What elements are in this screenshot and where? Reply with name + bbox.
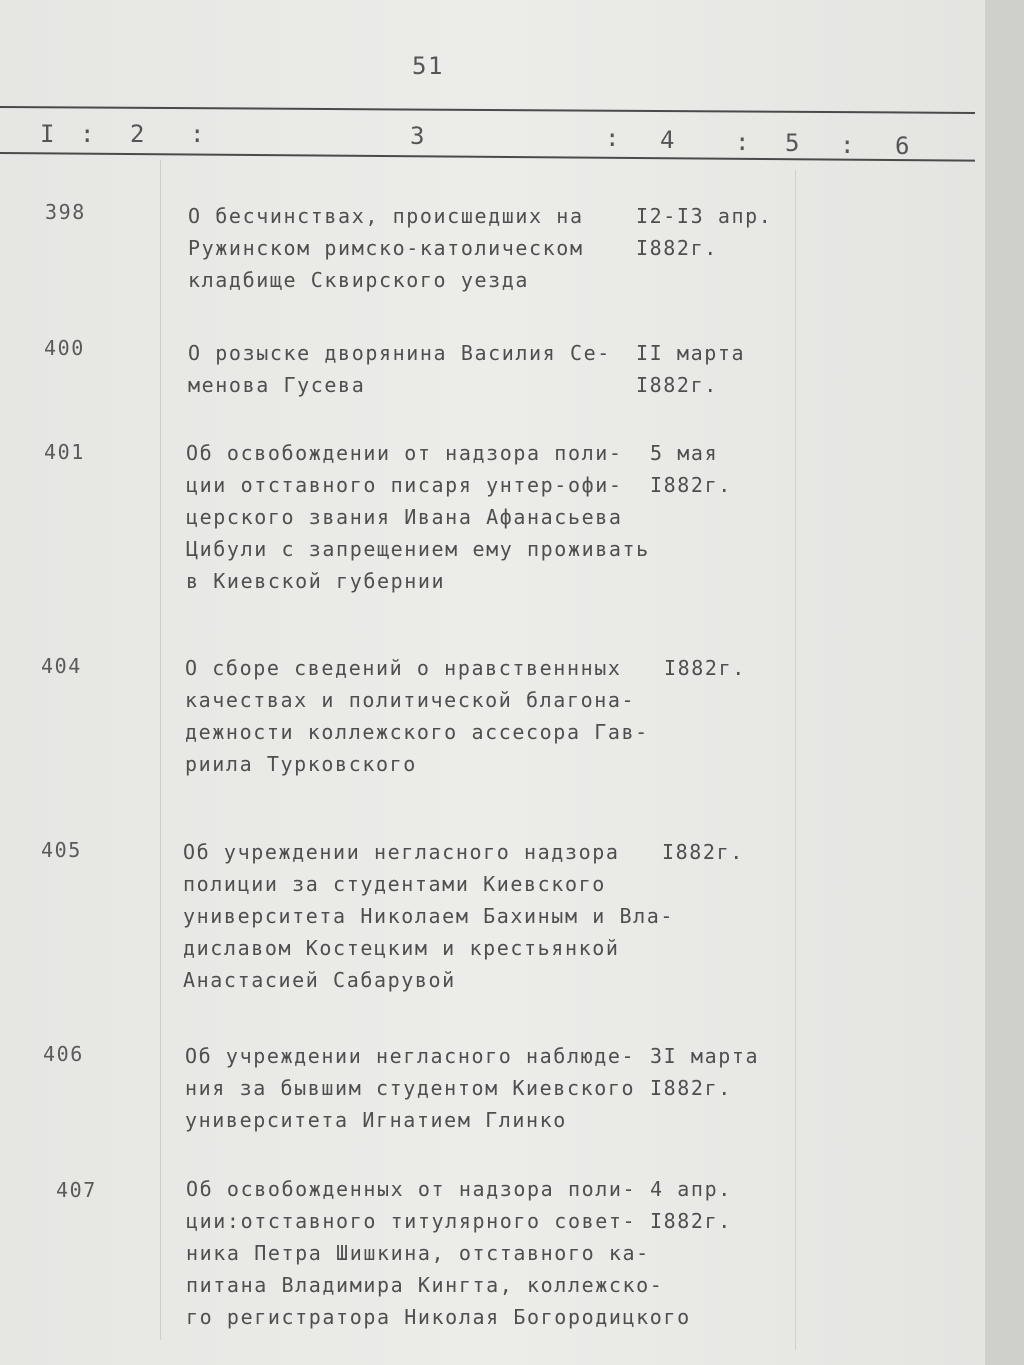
date-line: I882г. bbox=[650, 1209, 732, 1233]
description-line: О бесчинствах, происшедших на bbox=[188, 204, 584, 228]
column-separator: : bbox=[840, 131, 857, 159]
description-line: Цибули с запрещением ему проживать bbox=[186, 537, 650, 561]
description-line: полиции за студентами Киевского bbox=[183, 872, 606, 896]
page-edge bbox=[985, 0, 1024, 1365]
record-date bbox=[650, 1173, 732, 1237]
record-number: 401 bbox=[44, 440, 85, 464]
column-header-6: 6 bbox=[895, 132, 912, 160]
description-line: дежности коллежского ассесора Гав- bbox=[185, 720, 649, 744]
column-divider bbox=[795, 170, 796, 1350]
record-date bbox=[662, 836, 744, 868]
description-line: университета Николаем Бахиным и Вла- bbox=[183, 904, 675, 928]
record-number: 405 bbox=[41, 838, 82, 862]
column-header-1: I bbox=[40, 120, 57, 148]
description-line: Об освобожденных от надзора поли- bbox=[186, 1177, 637, 1201]
column-header-4: 4 bbox=[660, 126, 677, 154]
description-line: риила Турковского bbox=[185, 752, 417, 776]
column-header-2: 2 bbox=[130, 120, 147, 148]
column-separator: : bbox=[735, 128, 752, 156]
date-line: I882г. bbox=[650, 1076, 732, 1100]
record-description bbox=[186, 1173, 691, 1333]
description-line: питана Владимира Кингта, коллежско- bbox=[186, 1273, 664, 1297]
description-line: кладбище Сквирского уезда bbox=[188, 268, 530, 292]
date-line: I882г. bbox=[650, 473, 732, 497]
description-line: Об освобождении от надзора поли- bbox=[186, 441, 623, 465]
record-description bbox=[185, 1040, 635, 1136]
column-separator: : bbox=[80, 120, 97, 148]
record-description bbox=[186, 437, 650, 597]
description-line: ции отставного писаря унтер-офи- bbox=[186, 473, 623, 497]
column-divider bbox=[160, 160, 161, 1340]
description-line: О сборе сведений о нравственнных bbox=[185, 656, 622, 680]
record-number: 400 bbox=[44, 336, 85, 360]
record-number: 398 bbox=[45, 200, 86, 224]
record-date bbox=[650, 437, 732, 501]
date-line: 4 апр. bbox=[650, 1177, 732, 1201]
description-line: ции:отставного титулярного совет- bbox=[186, 1209, 637, 1233]
column-header-3: 3 bbox=[410, 122, 427, 150]
record-description bbox=[188, 200, 584, 296]
record-date bbox=[664, 652, 746, 684]
column-header-5: 5 bbox=[785, 129, 802, 157]
record-description bbox=[185, 652, 649, 780]
column-separator: : bbox=[190, 120, 207, 148]
description-line: О розыске дворянина Василия Се- bbox=[188, 341, 611, 365]
date-line: I882г. bbox=[636, 236, 718, 260]
record-number: 407 bbox=[56, 1178, 97, 1202]
record-number: 404 bbox=[41, 654, 82, 678]
description-line: в Киевской губернии bbox=[186, 569, 446, 593]
date-line: 5 мая bbox=[650, 441, 719, 465]
description-line: церского звания Ивана Афанасьева bbox=[186, 505, 623, 529]
date-line: 3I марта bbox=[650, 1044, 760, 1068]
date-line: I2-I3 апр. bbox=[636, 204, 773, 228]
record-description bbox=[188, 337, 611, 401]
header-top-rule bbox=[0, 106, 975, 114]
page-number: 51 bbox=[412, 52, 445, 80]
record-date bbox=[636, 337, 745, 401]
description-line: Об учреждении негласного надзора bbox=[183, 840, 620, 864]
description-line: Анастасией Сабарувой bbox=[183, 968, 456, 992]
record-date bbox=[636, 200, 772, 264]
date-line: I882г. bbox=[636, 373, 718, 397]
description-line: университета Игнатием Глинко bbox=[185, 1108, 567, 1132]
column-separator: : bbox=[605, 124, 622, 152]
record-description bbox=[183, 836, 674, 996]
date-line: I882г. bbox=[662, 840, 744, 864]
record-date bbox=[650, 1040, 759, 1104]
record-number: 406 bbox=[43, 1042, 84, 1066]
description-line: ника Петра Шишкина, отставного ка- bbox=[186, 1241, 650, 1265]
header-bottom-rule bbox=[0, 152, 975, 162]
description-line: качествах и политической благона- bbox=[185, 688, 636, 712]
description-line: диславом Костецким и крестьянкой bbox=[183, 936, 620, 960]
date-line: II марта bbox=[636, 341, 746, 365]
description-line: го регистратора Николая Богородицкого bbox=[186, 1305, 691, 1329]
date-line: I882г. bbox=[664, 656, 746, 680]
description-line: Об учреждении негласного наблюде- bbox=[185, 1044, 636, 1068]
description-line: Ружинском римско-католическом bbox=[188, 236, 584, 260]
description-line: менова Гусева bbox=[188, 373, 366, 397]
description-line: ния за бывшим студентом Киевского bbox=[185, 1076, 636, 1100]
